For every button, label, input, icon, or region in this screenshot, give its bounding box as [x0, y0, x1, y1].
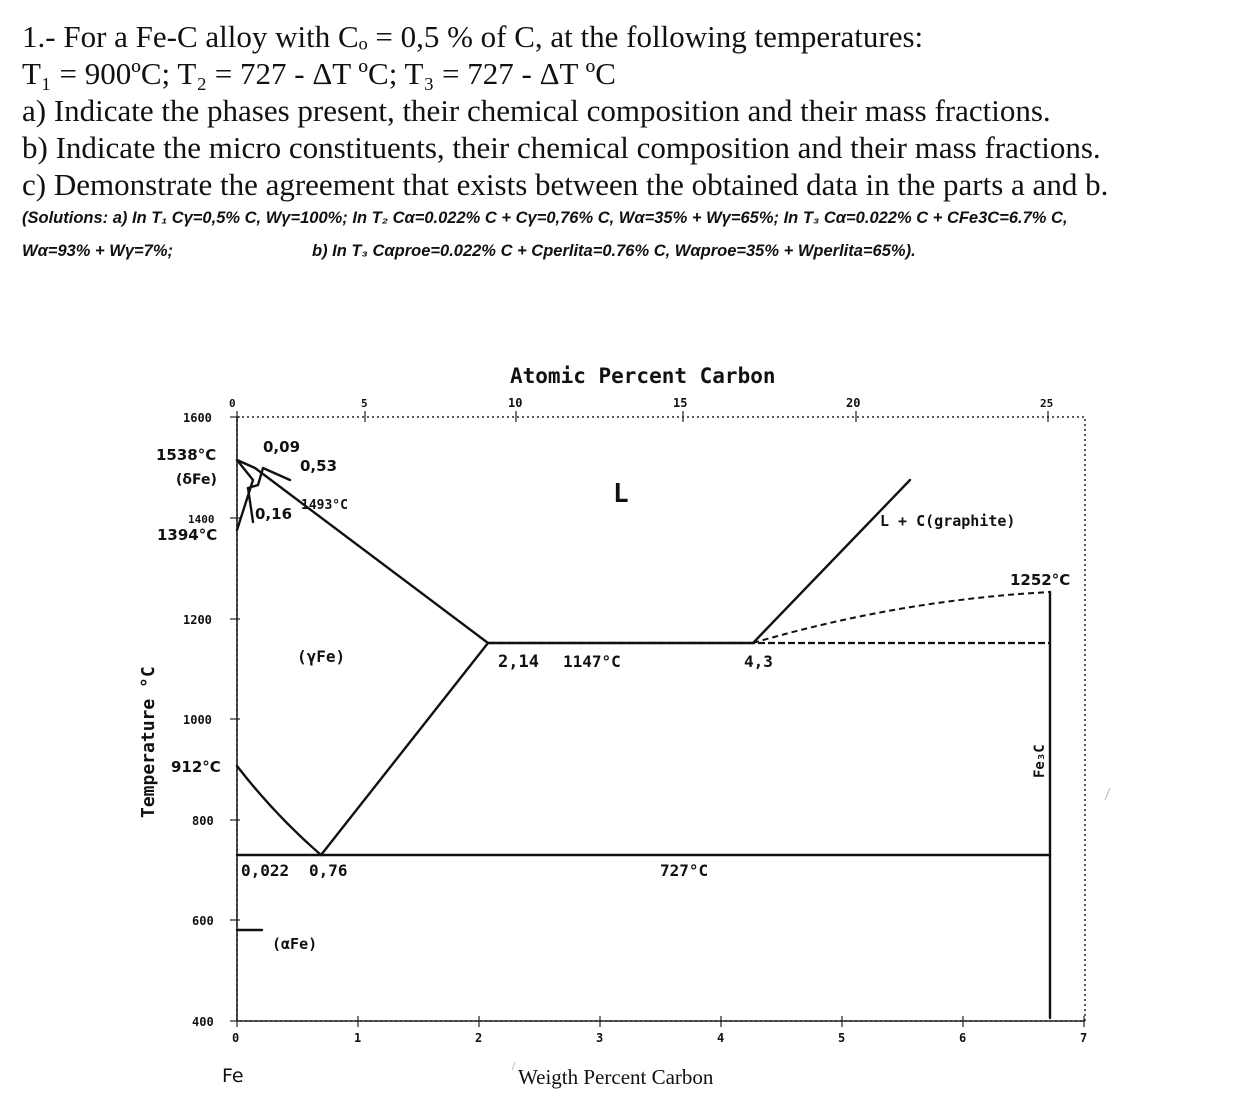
label-076: 0,76: [309, 861, 348, 880]
bottom-tick-label: 5: [838, 1031, 846, 1045]
top-tick-label: 0: [229, 397, 236, 410]
label-1538: 1538°C: [156, 446, 217, 464]
plot-frame: [237, 417, 1085, 1021]
top-tick-label: 20: [846, 396, 861, 410]
left-tick-label: 1400: [188, 513, 215, 526]
label-009: 0,09: [263, 438, 301, 456]
a3-line: [237, 766, 321, 855]
label-1147: 1147°C: [563, 652, 621, 671]
label-gamma-fe: (γFe): [297, 647, 346, 666]
top-tick-label: 10: [508, 396, 523, 410]
label-214: 2,14: [498, 652, 539, 672]
left-tick-label: 400: [192, 1015, 214, 1029]
problem-line-5: c) Demonstrate the agreement that exists between the obtained data in the parts a and b.: [22, 167, 1109, 202]
label-fe: Fe: [222, 1065, 244, 1087]
bottom-tick-label: 7: [1080, 1031, 1088, 1045]
label-053: 0,53: [300, 457, 338, 475]
delta-ferrite-boundary: [237, 460, 253, 530]
label-l-graphite: L + C(graphite): [880, 512, 1016, 530]
left-axis-title: Temperature °C: [138, 666, 159, 818]
bottom-axis-title: Weigth Percent Carbon: [518, 1065, 714, 1089]
label-0022: 0,022: [241, 861, 290, 880]
left-tick-label: 1000: [183, 713, 212, 727]
bottom-tick-label: 0: [232, 1031, 240, 1045]
phase-boundaries: [237, 460, 1050, 1018]
label-727: 727°C: [660, 861, 709, 880]
label-016: 0,16: [255, 505, 293, 523]
label-912: 912°C: [171, 758, 221, 776]
top-axis-title: Atomic Percent Carbon: [510, 364, 776, 388]
label-alpha-fe: (αFe): [272, 935, 318, 953]
top-tick-label: 5: [361, 397, 368, 410]
label-delta-fe: (δFe): [176, 472, 217, 488]
label-1493: 1493°C: [301, 498, 348, 513]
label-liquid: L: [613, 479, 629, 509]
label-fe3c: Fe₃C: [1032, 744, 1048, 778]
liquidus-gamma-line: [237, 460, 753, 643]
problem-line-4: b) Indicate the micro constituents, their chemical composition and their mass fractions.: [22, 130, 1101, 165]
label-1394: 1394°C: [157, 526, 218, 544]
left-tick-label: 800: [192, 814, 214, 828]
graphite-liquidus-dashed: [753, 592, 1050, 643]
stray-mark: [512, 1062, 515, 1070]
problem-line-3: a) Indicate the phases present, their chemical composition and their mass fractions.: [22, 93, 1051, 128]
bottom-tick-label: 3: [596, 1031, 604, 1045]
bottom-tick-label: 1: [354, 1031, 362, 1045]
solutions-line-2a: Wα=93% + Wγ=7%;: [22, 242, 173, 260]
top-tick-label: 25: [1040, 397, 1054, 410]
left-tick-label: 1200: [183, 613, 212, 627]
bottom-tick-label: 6: [959, 1031, 967, 1045]
top-tick-label: 15: [673, 396, 688, 410]
left-tick-label: 600: [192, 914, 214, 928]
solutions-line-1: (Solutions: a) In T₁ Cγ=0,5% C, Wγ=100%; In T₂ Cα=0.022% C + Cγ=0,76% C, Wα=35% + Wγ=65%; In T₃ Cα=0.022% C + CFe3C=6.7% C,: [22, 209, 1068, 227]
label-43: 4,3: [744, 652, 773, 671]
problem-line-2: T₁ = 900ºC; T₂ = 727 - ΔT ºC; T₃ = 727 - ΔT ºC: [22, 56, 616, 91]
bottom-tick-label: 4: [717, 1031, 725, 1045]
solutions-line-2b: b) In T₃ Cαproe=0.022% C + Cperlita=0.76% C, Wαproe=35% + Wperlita=65%).: [312, 242, 916, 260]
bottom-tick-label: 2: [475, 1031, 483, 1045]
liquidus-graphite-line: [753, 480, 910, 643]
delta-gamma-boundary: [248, 488, 253, 522]
left-tick-label: 1600: [183, 411, 212, 425]
problem-line-1: 1.- For a Fe-C alloy with Cₒ = 0,5 % of C, at the following temperatures:: [22, 19, 924, 54]
stray-mark: [1105, 788, 1110, 800]
acm-line: [321, 643, 488, 855]
label-1252: 1252°C: [1010, 571, 1071, 589]
